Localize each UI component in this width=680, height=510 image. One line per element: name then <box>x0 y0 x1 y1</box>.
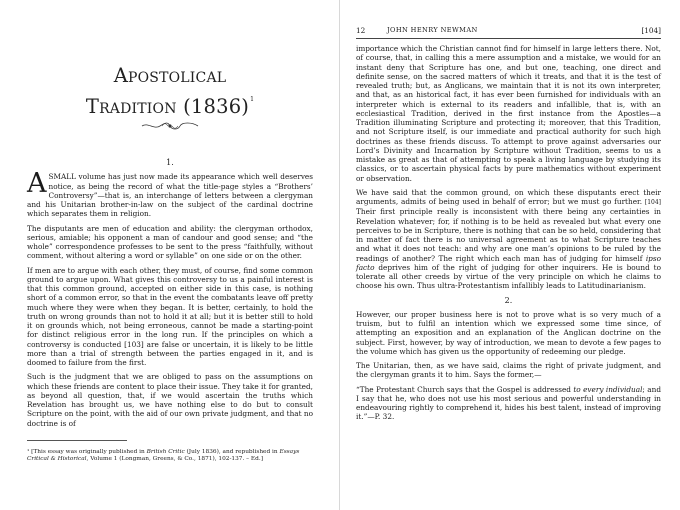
running-title: JOHN HENRY NEWMAN <box>387 26 478 34</box>
title-line-2-text: Tradition (1836) <box>85 95 250 118</box>
right-page <box>340 0 680 510</box>
footnote-mid: (July 1836), and republished in <box>184 449 280 455</box>
paragraph-6 <box>356 188 661 291</box>
paragraph-6-c: deprives him of the right of judging for other inquirers. He is bound to tolerate all other creeds by virtue of the very principle on which he claims to choose his own. Thus ultra-Protestantism infallibly leads to Latitudinarianism. <box>356 262 661 291</box>
footnote-tail: , Volume 1 (Longman, Greens, & Co., 1871), 102-137. – Ed.] <box>86 456 263 463</box>
title-footnote-marker: 1 <box>250 96 255 103</box>
page-number: 12 <box>356 26 366 35</box>
drop-cap: A <box>27 168 47 200</box>
paragraph-5: importance which the Christian cannot find for himself in large letters there. Not, of course, that, in calling this a mere assumption and a mistake, we would for an instant deny that Scripture has one, and but one, teaching, one direct and definite sense, on the sacred matters of which it treats, and that it is the test of revealed truth; but, as Anglicans, we maintain that it is not its own interpreter, and that, as an historical fact, it has ever been furnished for individuals with an interpreter which is external to its readers and infallible, that is, with an ecclesiastical Tradition, derived in the first instance from the Apostles—a Tradition illuminating Scripture and protecting it; moreover, that this Tradition, and not Scripture itself, is our immediate and practical authority for such high doctrines as these friends discuss. To attempt to prove against adversaries our Lord’s Divinity and Incarnation by Scripture without Tradition, seems to us a mistake as great as that of attempting to speak a living language by studying its classics, or to ascertain physical facts by pure mathematics without experiment or observation. <box>356 44 661 183</box>
paragraph-6-a: We have said that the common ground, on which these disputants erect their arguments, admits of being used in behalf of error; but we must go further. <box>356 187 661 206</box>
footnote-lead: ¹ [This essay was originally published in <box>27 449 147 455</box>
footnote-journal: British Critic <box>146 449 185 455</box>
left-body-text <box>27 158 313 433</box>
paragraph-7: However, our proper business here is not to prove what is so very much of a truism, but to fulfil an intention which we expressed some time since, of attempting an exposition and an explanation of the Anglican doctrine on the subject. First, however, by way of introduction, we mean to devote a few pages to the volume which has given us the opportunity of redeeming our pledge. <box>356 309 661 356</box>
paragraph-6-b: Their first principle really is inconsistent with there being any certainties in Revelation whatever; for, if nothing is to be held as revealed but what every one perceives to be in Scripture, there is nothing that can be so held, considering that in matter of fact there is no universal agreement as to what Scripture teaches and what it does not teach: and why are one man’s opinions to be ruled by the readings of another? The right which each man has of judging for himself <box>356 207 661 263</box>
paragraph-4: Such is the judgment that we are obliged to pass on the assumptions on which these friends are content to place their issue. They take it for granted, as beyond all question, that, if we would ascertain the truths which Revelation has brought us, we have nothing else to do but to consult Scripture on the point, with the aid of our own private judgment, and that no doctrine is of <box>27 372 313 428</box>
running-header <box>356 26 661 39</box>
title-line-2 <box>0 88 340 119</box>
footnote-divider <box>27 440 127 441</box>
paragraph-8: The Unitarian, then, as we have said, claims the right of private judgment, and the clergyman grants it to him. Says the former,— <box>356 361 661 380</box>
quote-a: “The Protestant Church says that the Gospel is addressed <box>356 384 574 394</box>
paragraph-1 <box>27 168 313 219</box>
latin-phrase: ipso facto <box>356 253 661 272</box>
quote-b: ; and I say that he, who does not use his most serious and powerful understanding in endeavouring rightly to comprehend it, hides his best talent, instead of improving it.”—P. 32. <box>356 384 661 422</box>
decorative-ornament-icon <box>140 121 200 131</box>
section-number-2: 2. <box>504 295 513 305</box>
block-quote <box>356 385 661 422</box>
right-body-text <box>356 44 661 422</box>
paragraph-2: The disputants are men of education and ability: the clergyman orthodox, serious, amiable; his opponent a man of candour and good sense; and “the whole” correspondence professes to be sent to the press “faithfully, without comment, without altering a word or syllable” on one side or on the other. <box>27 223 313 261</box>
footnote <box>27 449 315 464</box>
paragraph-1-text: SMALL volume has just now made its appearance which well deserves notice, as being the record of what the title-page styles a “Brothers’ Controversy”—that is, an interchange of letters between a clergyman and his Unitarian brother-in-law on the subject of the cardinal doctrine which separates them in religion. <box>27 172 313 219</box>
page-marker: [104] <box>644 199 661 206</box>
footnote-book: Essays Critical & Historical <box>27 449 300 463</box>
section-number-1: 1. <box>166 158 174 167</box>
original-page-number: [104] <box>641 26 661 35</box>
quote-italic: to every individual <box>573 384 643 394</box>
paragraph-3: If men are to argue with each other, they must, of course, find some common ground to argue upon. What gives this controversy to us a painful interest is that this common ground, accepted on either side in this case, is nothing short of a common error, so that in the event the combatants leave off pretty much where they were when they began. It is better, certainly, to hold the truth on wrong grounds than not to hold it at all; but it is better still to hold it on grounds which, not being erroneous, cannot be made a starting-point for distinct religious error in the long run. If the principles on which a controversy is conducted [103] are false or uncertain, it is likely to be little more than a trial of strength between the parties engaged in it, and is doomed to failure from the first. <box>27 265 313 367</box>
chapter-title <box>0 64 340 119</box>
title-line-1: Apostolical <box>113 64 227 87</box>
